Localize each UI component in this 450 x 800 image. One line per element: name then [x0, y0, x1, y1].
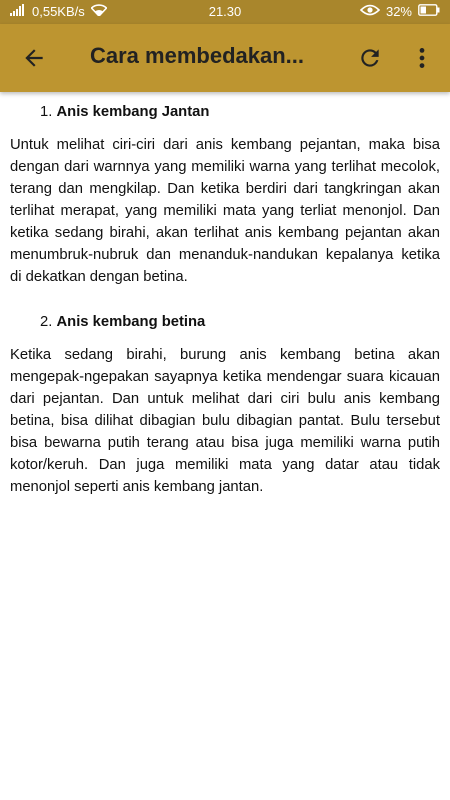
battery-percent: 32% [385, 4, 412, 19]
section-number: 1. [40, 104, 53, 120]
section-title: Anis kembang Jantan [56, 104, 210, 120]
section-heading-1 [10, 98, 440, 126]
more-options-button[interactable] [402, 38, 442, 78]
refresh-icon [357, 45, 383, 71]
eye-icon [360, 4, 380, 19]
status-bar [0, 0, 450, 24]
refresh-button[interactable] [350, 38, 390, 78]
back-arrow-icon [21, 45, 47, 71]
app-bar [0, 24, 450, 92]
section-title: Anis kembang betina [56, 314, 206, 330]
section-heading-2 [10, 308, 440, 336]
back-button[interactable] [14, 38, 54, 78]
status-right [360, 4, 440, 19]
status-time: 21.30 [208, 4, 242, 19]
network-speed: 0,55KB/s [32, 4, 85, 19]
section-paragraph-2: Ketika sedang birahi, burung anis kembang betina akan mengepak-ngepakan sayapnya ketika mendengar suara kicauan dari pejantan. Dan untuk melihat dari ciri bulu anis kembang betina, bisa dilihat dibagian bulu dibagian pantat. Bulu tersebut bisa bewarna putih terang atau bisa juga memiliki warna putih kotor/keruh. Dan juga memiliki mata yang datar atau tidak menonjol seperti anis kembang jantan. [10, 347, 440, 495]
page-title: Cara membedakan... [90, 43, 304, 68]
section-paragraph-1: Untuk melihat ciri-ciri dari anis kembang pejantan, maka bisa dengan dari warnnya yang memiliki warna yang terlihat mecolok, terang dan mengkilap. Dan ketika berdiri dari tangkringan akan terlihat merapat, yang memiliki mata yang terliat menonjol. Dan ketika sedang birahi, akan terlihat anis kembang pejantan akan menumbruk-nubruk dan menanduk-nandukan kepalanya ketika di dekatkan dengan betina. [10, 137, 440, 285]
more-vertical-icon [409, 45, 435, 71]
section-number: 2. [40, 314, 53, 330]
article-content [10, 98, 440, 518]
battery-icon [418, 4, 440, 19]
